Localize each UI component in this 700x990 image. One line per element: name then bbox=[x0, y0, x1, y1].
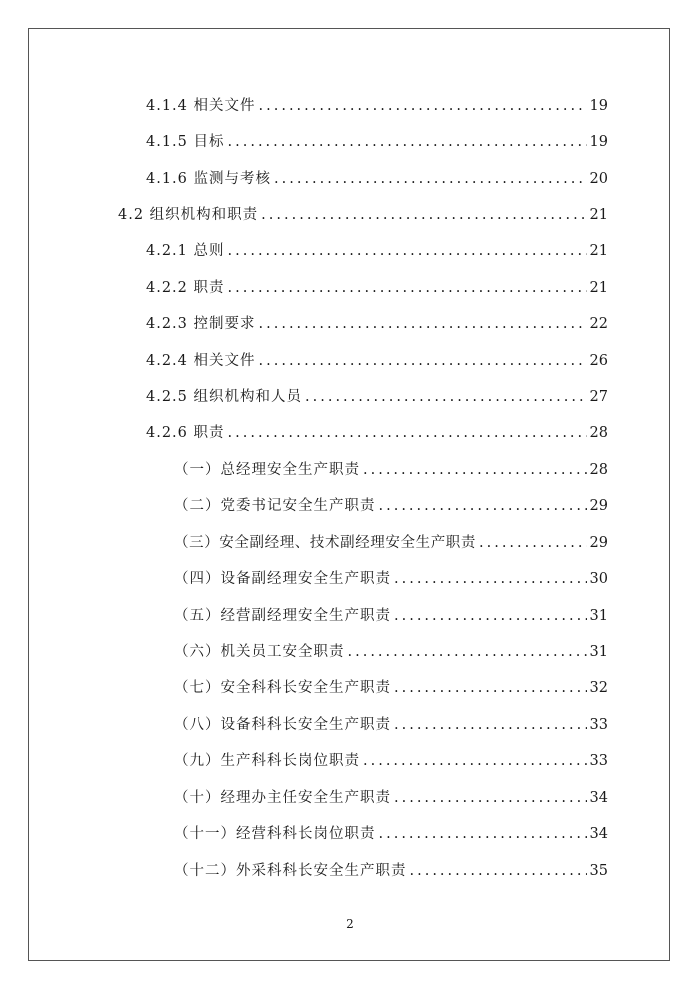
toc-entry-page: 28 bbox=[589, 462, 608, 478]
toc-entry[interactable] bbox=[174, 710, 608, 734]
toc-entry[interactable] bbox=[146, 127, 608, 151]
toc-entry-page: 34 bbox=[589, 790, 608, 806]
toc-entry[interactable] bbox=[174, 856, 608, 880]
toc-entry-page: 33 bbox=[589, 753, 608, 769]
toc-entry-page: 21 bbox=[589, 280, 608, 296]
toc-entry-page: 32 bbox=[589, 680, 608, 696]
toc-entry[interactable] bbox=[146, 91, 608, 115]
toc-entry-title: 4.1.5 目标 bbox=[146, 134, 225, 150]
toc-entry-page: 19 bbox=[589, 98, 608, 114]
toc-entry-page: 27 bbox=[589, 389, 608, 405]
toc-entry-title: （八）设备科科长安全生产职责 bbox=[174, 717, 391, 733]
page-number: 2 bbox=[346, 917, 354, 931]
toc-leader-dots bbox=[305, 388, 587, 406]
toc-leader-dots bbox=[394, 607, 587, 625]
toc-leader-dots bbox=[259, 315, 587, 333]
toc-entry-title: （三）安全副经理、技术副经理安全生产职责 bbox=[174, 535, 476, 551]
toc-leader-dots bbox=[394, 716, 587, 734]
toc-entry[interactable] bbox=[174, 673, 608, 697]
toc-entry[interactable] bbox=[174, 637, 608, 661]
toc-entry-page: 29 bbox=[589, 535, 608, 551]
toc-entry-page: 29 bbox=[589, 498, 608, 514]
toc-leader-dots bbox=[363, 461, 587, 479]
toc-entry[interactable] bbox=[146, 418, 608, 442]
toc-leader-dots bbox=[228, 242, 587, 260]
toc-entry[interactable] bbox=[146, 346, 608, 370]
toc-leader-dots bbox=[348, 643, 587, 661]
toc-entry[interactable] bbox=[146, 164, 608, 188]
toc-leader-dots bbox=[410, 862, 587, 880]
toc-entry-title: 4.1.6 监测与考核 bbox=[146, 171, 272, 187]
toc-leader-dots bbox=[259, 97, 587, 115]
toc-leader-dots bbox=[394, 789, 587, 807]
toc-entry-title: （一）总经理安全生产职责 bbox=[174, 462, 360, 478]
toc-entry-page: 28 bbox=[589, 425, 608, 441]
toc-entry-title: （七）安全科科长安全生产职责 bbox=[174, 680, 391, 696]
toc-entry[interactable] bbox=[146, 273, 608, 297]
toc-entry-title: 4.2.5 组织机构和人员 bbox=[146, 389, 303, 405]
toc-leader-dots bbox=[228, 133, 587, 151]
toc-entry-page: 21 bbox=[589, 243, 608, 259]
toc-entry[interactable] bbox=[174, 783, 608, 807]
toc-entry-title: （五）经营副经理安全生产职责 bbox=[174, 608, 391, 624]
toc-leader-dots bbox=[379, 497, 587, 515]
toc-entry-page: 33 bbox=[589, 717, 608, 733]
toc-entry-title: （六）机关员工安全职责 bbox=[174, 644, 345, 660]
toc-entry-page: 20 bbox=[589, 171, 608, 187]
toc-entry-page: 21 bbox=[589, 207, 608, 223]
toc-entry-page: 26 bbox=[589, 353, 608, 369]
toc-entry-page: 31 bbox=[589, 644, 608, 660]
toc-leader-dots bbox=[259, 352, 587, 370]
toc-entry-title: 4.2.1 总则 bbox=[146, 243, 225, 259]
toc-leader-dots bbox=[379, 825, 587, 843]
toc-leader-dots bbox=[228, 424, 587, 442]
toc-entry-title: 4.2.6 职责 bbox=[146, 425, 225, 441]
toc-entry[interactable] bbox=[174, 528, 608, 552]
toc-leader-dots bbox=[479, 534, 587, 552]
toc-entry-title: （十二）外采科科长安全生产职责 bbox=[174, 863, 407, 879]
toc-entry-title: 4.2.3 控制要求 bbox=[146, 316, 256, 332]
toc-entry-page: 31 bbox=[589, 608, 608, 624]
toc-entry-title: （十）经理办主任安全生产职责 bbox=[174, 790, 391, 806]
toc-entry-title: （四）设备副经理安全生产职责 bbox=[174, 571, 391, 587]
toc-entry-title: 4.2.4 相关文件 bbox=[146, 353, 256, 369]
toc-entry[interactable] bbox=[146, 236, 608, 260]
toc-entry[interactable] bbox=[174, 746, 608, 770]
toc-entry-title: （二）党委书记安全生产职责 bbox=[174, 498, 376, 514]
toc-leader-dots bbox=[363, 752, 587, 770]
toc-entry[interactable] bbox=[174, 455, 608, 479]
toc-entry-title: 4.2 组织机构和职责 bbox=[118, 207, 259, 223]
toc-entry-title: （十一）经营科科长岗位职责 bbox=[174, 826, 376, 842]
toc-entry-page: 30 bbox=[589, 571, 608, 587]
toc-leader-dots bbox=[261, 206, 586, 224]
toc-entry[interactable] bbox=[174, 491, 608, 515]
toc-entry[interactable] bbox=[174, 564, 608, 588]
toc-entry-title: （九）生产科科长岗位职责 bbox=[174, 753, 360, 769]
toc-entry-title: 4.2.2 职责 bbox=[146, 280, 225, 296]
toc-entry-page: 35 bbox=[589, 863, 608, 879]
toc-entry-page: 22 bbox=[589, 316, 608, 332]
toc-entry[interactable] bbox=[118, 200, 608, 224]
toc-entry[interactable] bbox=[146, 309, 608, 333]
toc-entry[interactable] bbox=[174, 601, 608, 625]
toc-entry[interactable] bbox=[174, 819, 608, 843]
toc-leader-dots bbox=[394, 570, 587, 588]
toc-entry[interactable] bbox=[146, 382, 608, 406]
toc-entry-page: 34 bbox=[589, 826, 608, 842]
toc-entry-title: 4.1.4 相关文件 bbox=[146, 98, 256, 114]
toc-entry-page: 19 bbox=[589, 134, 608, 150]
toc-leader-dots bbox=[394, 679, 587, 697]
toc-leader-dots bbox=[274, 170, 587, 188]
toc-leader-dots bbox=[228, 279, 587, 297]
